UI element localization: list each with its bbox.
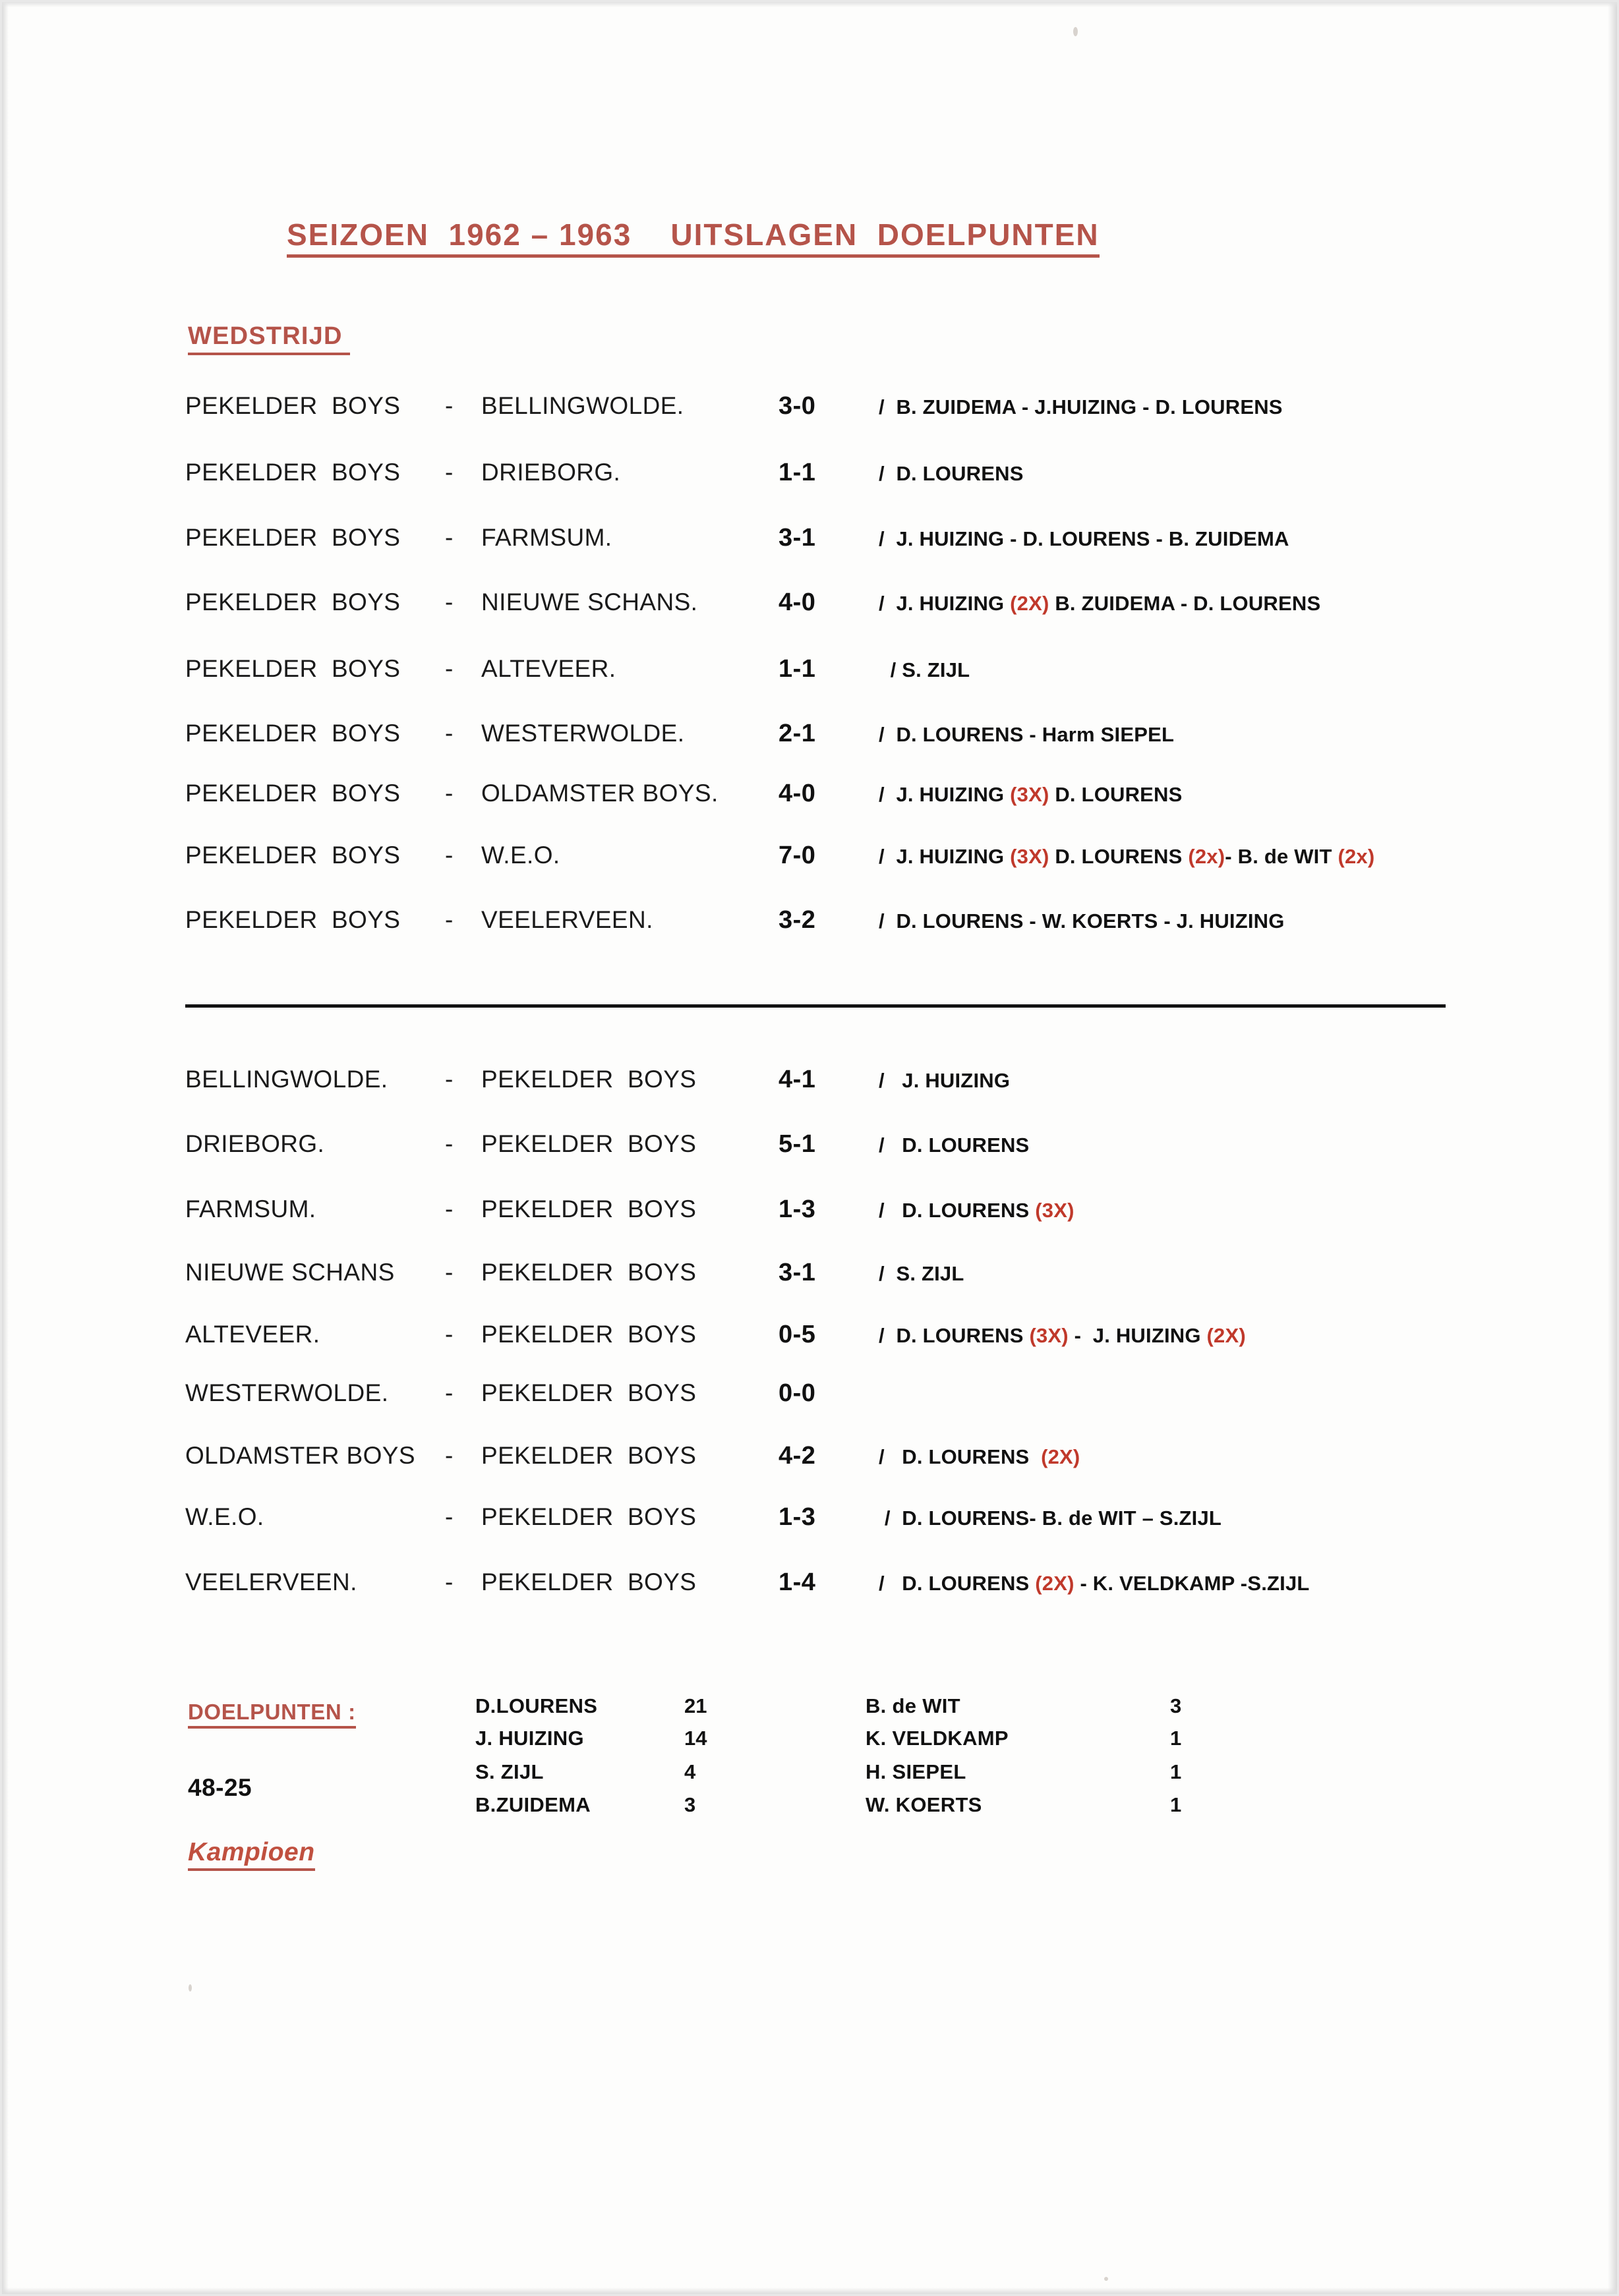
match-row: [2, 655, 1619, 692]
match-score: 1-3: [779, 1503, 816, 1531]
match-home-team: PEKELDER BOYS: [185, 524, 401, 551]
match-score: 0-5: [779, 1321, 816, 1348]
match-separator: -: [445, 1259, 454, 1286]
match-separator: -: [445, 459, 454, 486]
match-row: [2, 524, 1619, 561]
scorer-goal-count: 3: [684, 1793, 696, 1816]
match-separator: -: [445, 588, 454, 616]
match-away-team: ALTEVEER.: [481, 655, 616, 682]
summary-label-doelpunten: DOELPUNTEN :: [188, 1701, 356, 1729]
match-score: 3-2: [779, 906, 816, 934]
match-goalscorers: [879, 1324, 1246, 1348]
match-home-team: PEKELDER BOYS: [185, 655, 401, 682]
goalscorer-text: / J. HUIZING: [879, 845, 1011, 868]
match-home-team: PEKELDER BOYS: [185, 588, 401, 616]
scan-edge-top: [2, 2, 1619, 7]
goalscorer-text: / D. LOURENS- B. de WIT – S.ZIJL: [879, 1507, 1222, 1530]
goalscorer-text: / D. LOURENS - W. KOERTS - J. HUIZING: [879, 909, 1285, 933]
match-away-team: FARMSUM.: [481, 524, 612, 551]
match-goalscorers: [879, 658, 970, 682]
match-away-team: PEKELDER BOYS: [481, 1066, 697, 1093]
champion-label: Kampioen: [188, 1839, 315, 1871]
goalscorer-text: / J. HUIZING: [879, 1069, 1011, 1092]
match-separator: -: [445, 392, 454, 419]
match-score: 3-1: [779, 1259, 816, 1286]
scorer-name: H. SIEPEL: [866, 1760, 966, 1783]
match-home-team: BELLINGWOLDE.: [185, 1066, 388, 1093]
match-goalscorers: [879, 1262, 964, 1286]
scan-speck: [1073, 27, 1078, 36]
match-row: [2, 1259, 1619, 1296]
match-row: [2, 720, 1619, 757]
goal-multiplier: (2X): [1010, 592, 1049, 615]
goalscorer-text: / S. ZIJL: [879, 658, 970, 681]
scorer-goal-count: 1: [1170, 1793, 1182, 1816]
match-score: 1-1: [779, 655, 816, 683]
match-score: 1-4: [779, 1568, 816, 1596]
match-away-team: BELLINGWOLDE.: [481, 392, 684, 419]
goal-multiplier: (3X): [1010, 845, 1049, 868]
match-row: [2, 906, 1619, 943]
match-score: 1-1: [779, 459, 816, 486]
match-row: [2, 588, 1619, 625]
match-separator: -: [445, 1442, 454, 1469]
match-home-team: PEKELDER BOYS: [185, 906, 401, 933]
match-row: [2, 780, 1619, 817]
match-home-team: DRIEBORG.: [185, 1130, 325, 1157]
goalscorer-text: D. LOURENS: [1049, 845, 1189, 868]
scorer-name: D.LOURENS: [475, 1694, 598, 1717]
match-row: [2, 1503, 1619, 1540]
goalscorer-text: / B. ZUIDEMA - J.HUIZING - D. LOURENS: [879, 395, 1283, 418]
section-heading-wedstrijd: WEDSTRIJD: [188, 324, 350, 355]
match-separator: -: [445, 1503, 454, 1530]
scan-speck: [189, 1984, 192, 1992]
goalscorer-text: / S. ZIJL: [879, 1262, 964, 1285]
page-title: SEIZOEN 1962 – 1963 UITSLAGEN DOELPUNTEN: [287, 219, 1100, 258]
summary-goal-total: 48-25: [188, 1774, 252, 1801]
match-score: 3-1: [779, 524, 816, 552]
goalscorer-text: / D. LOURENS: [879, 1134, 1030, 1157]
scorer-name: K. VELDKAMP: [866, 1727, 1009, 1750]
match-away-team: PEKELDER BOYS: [481, 1130, 697, 1157]
goalscorer-text: / D. LOURENS: [879, 1199, 1036, 1222]
match-away-team: PEKELDER BOYS: [481, 1195, 697, 1222]
match-score: 3-0: [779, 392, 816, 420]
match-goalscorers: [879, 1572, 1310, 1595]
match-row: [2, 1321, 1619, 1358]
match-row: [2, 842, 1619, 878]
goalscorer-text: / D. LOURENS: [879, 1445, 1042, 1468]
scan-edge-bottom: [2, 2287, 1619, 2294]
match-separator: -: [445, 780, 454, 807]
match-away-team: PEKELDER BOYS: [481, 1442, 697, 1469]
match-score: 4-0: [779, 588, 816, 616]
match-separator: -: [445, 1066, 454, 1093]
match-home-team: OLDAMSTER BOYS: [185, 1442, 415, 1469]
match-score: 4-2: [779, 1442, 816, 1470]
match-home-team: PEKELDER BOYS: [185, 720, 401, 747]
scorer-goal-count: 1: [1170, 1727, 1182, 1750]
scorer-goal-count: 14: [684, 1727, 707, 1750]
match-away-team: OLDAMSTER BOYS.: [481, 780, 719, 807]
goal-multiplier: (3X): [1010, 783, 1049, 806]
match-home-team: ALTEVEER.: [185, 1321, 320, 1348]
goalscorer-text: / D. LOURENS: [879, 1324, 1030, 1347]
match-away-team: PEKELDER BOYS: [481, 1503, 697, 1530]
goalscorer-text: - K. VELDKAMP -S.ZIJL: [1074, 1572, 1310, 1595]
match-away-team: NIEUWE SCHANS.: [481, 588, 698, 616]
match-separator: -: [445, 1195, 454, 1222]
match-home-team: FARMSUM.: [185, 1195, 316, 1222]
goalscorer-text: - J. HUIZING: [1068, 1324, 1207, 1347]
match-away-team: W.E.O.: [481, 842, 560, 869]
goalscorer-text: / D. LOURENS: [879, 462, 1024, 485]
goal-multiplier: (2X): [1206, 1324, 1246, 1347]
scorer-name: J. HUIZING: [475, 1727, 584, 1750]
goalscorer-text: / J. HUIZING: [879, 783, 1011, 806]
goal-multiplier: (3X): [1035, 1199, 1074, 1222]
scorer-goal-count: 21: [684, 1694, 707, 1717]
match-goalscorers: [879, 909, 1285, 933]
match-score: 7-0: [779, 842, 816, 869]
match-row: [2, 392, 1619, 429]
section-divider: [185, 1004, 1446, 1008]
goalscorer-text: / J. HUIZING - D. LOURENS - B. ZUIDEMA: [879, 527, 1289, 550]
match-score: 5-1: [779, 1130, 816, 1158]
match-home-team: VEELERVEEN.: [185, 1568, 357, 1595]
match-goalscorers: [879, 783, 1183, 807]
match-goalscorers: [879, 1507, 1222, 1530]
match-goalscorers: [879, 592, 1320, 616]
scan-speck: [1104, 2277, 1108, 2281]
scorer-name: B.ZUIDEMA: [475, 1793, 591, 1816]
goalscorer-text: / D. LOURENS - Harm SIEPEL: [879, 723, 1175, 746]
match-separator: -: [445, 1321, 454, 1348]
match-home-team: WESTERWOLDE.: [185, 1379, 389, 1406]
match-row: [2, 1066, 1619, 1103]
goal-multiplier: (2x): [1338, 845, 1375, 868]
match-separator: -: [445, 1379, 454, 1406]
match-home-team: W.E.O.: [185, 1503, 264, 1530]
match-home-team: PEKELDER BOYS: [185, 459, 401, 486]
match-goalscorers: [879, 845, 1374, 869]
scorer-goal-count: 1: [1170, 1760, 1182, 1783]
match-separator: -: [445, 524, 454, 551]
match-away-team: VEELERVEEN.: [481, 906, 653, 933]
match-row: [2, 1442, 1619, 1479]
match-score: 1-3: [779, 1195, 816, 1223]
match-row: [2, 1130, 1619, 1167]
match-away-team: PEKELDER BOYS: [481, 1568, 697, 1595]
match-away-team: PEKELDER BOYS: [481, 1259, 697, 1286]
match-goalscorers: [879, 1445, 1080, 1469]
scorer-goal-count: 3: [1170, 1694, 1182, 1717]
match-away-team: PEKELDER BOYS: [481, 1379, 697, 1406]
match-goalscorers: [879, 527, 1289, 551]
match-home-team: PEKELDER BOYS: [185, 842, 401, 869]
match-separator: -: [445, 1130, 454, 1157]
match-away-team: DRIEBORG.: [481, 459, 621, 486]
goalscorer-text: / J. HUIZING: [879, 592, 1011, 615]
scorer-name: S. ZIJL: [475, 1760, 544, 1783]
match-goalscorers: [879, 395, 1283, 419]
match-goalscorers: [879, 1199, 1074, 1222]
match-goalscorers: [879, 1069, 1010, 1093]
match-separator: -: [445, 906, 454, 933]
scorer-goal-count: 4: [684, 1760, 696, 1783]
match-separator: -: [445, 720, 454, 747]
match-score: 4-0: [779, 780, 816, 807]
match-goalscorers: [879, 1134, 1029, 1157]
match-separator: -: [445, 842, 454, 869]
match-score: 0-0: [779, 1379, 816, 1407]
scorer-name: W. KOERTS: [866, 1793, 982, 1816]
goal-multiplier: (3X): [1029, 1324, 1069, 1347]
match-home-team: PEKELDER BOYS: [185, 392, 401, 419]
match-row: [2, 1379, 1619, 1416]
match-row: [2, 459, 1619, 496]
goalscorer-text: / D. LOURENS: [879, 1572, 1036, 1595]
match-away-team: PEKELDER BOYS: [481, 1321, 697, 1348]
match-separator: -: [445, 1568, 454, 1595]
match-score: 4-1: [779, 1066, 816, 1093]
match-row: [2, 1568, 1619, 1605]
match-score: 2-1: [779, 720, 816, 747]
goalscorer-text: B. ZUIDEMA - D. LOURENS: [1049, 592, 1321, 615]
scorer-name: B. de WIT: [866, 1694, 960, 1717]
match-home-team: PEKELDER BOYS: [185, 780, 401, 807]
goal-multiplier: (2X): [1035, 1572, 1074, 1595]
goal-multiplier: (2x): [1188, 845, 1225, 868]
match-goalscorers: [879, 462, 1024, 486]
match-goalscorers: [879, 723, 1174, 747]
match-away-team: WESTERWOLDE.: [481, 720, 685, 747]
match-row: [2, 1195, 1619, 1232]
goalscorer-text: D. LOURENS: [1049, 783, 1183, 806]
match-separator: -: [445, 655, 454, 682]
goalscorer-text: - B. de WIT: [1225, 845, 1338, 868]
match-home-team: NIEUWE SCHANS: [185, 1259, 395, 1286]
goal-multiplier: (2X): [1041, 1445, 1080, 1468]
